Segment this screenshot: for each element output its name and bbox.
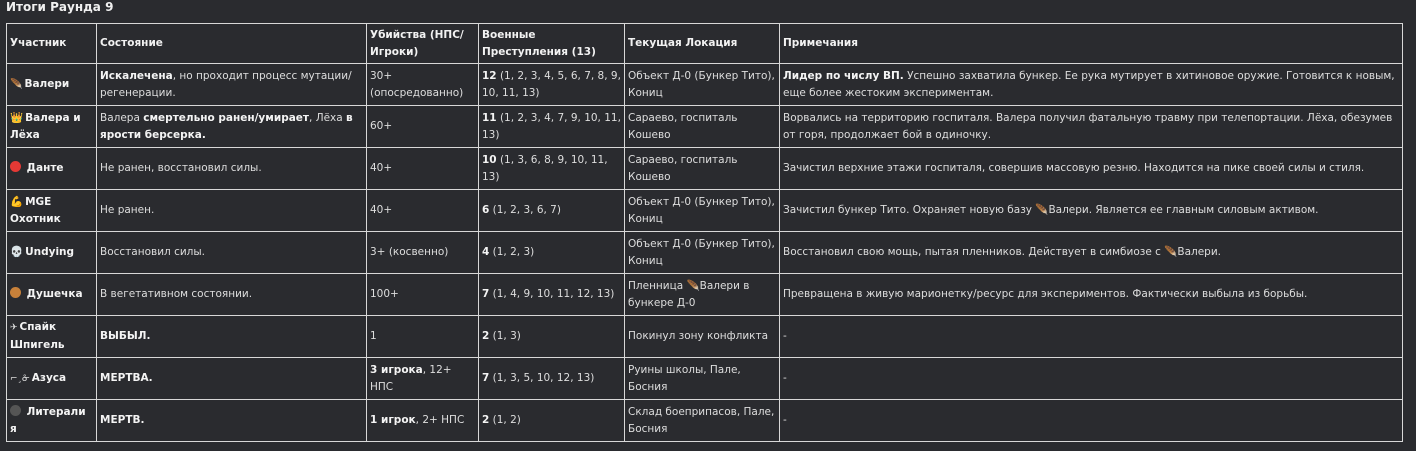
participant-name: Душечка — [26, 288, 83, 300]
kills-cell: 60+ — [367, 106, 479, 148]
participant-cell — [7, 274, 97, 316]
notes-cell: Ворвались на территорию госпиталя. Валера получил фатальную травму при телепортации. Лёха, обезумев от горя, продолжает бой в одиночку. — [780, 106, 1403, 148]
state-cell: Не ранен. — [97, 190, 367, 232]
state-cell: Искалечена, но проходит процесс мутации/регенерации. — [97, 64, 367, 106]
dark-circle-icon — [10, 405, 21, 416]
kills-cell: 3+ (косвенно) — [367, 232, 479, 274]
state-cell: В вегетативном состоянии. — [97, 274, 367, 316]
participant-cell — [7, 400, 97, 442]
results-table — [6, 23, 1403, 442]
participant-name: Спайк Шпигель — [10, 321, 65, 351]
crimes-cell: 7 (1, 3, 5, 10, 12, 13) — [479, 358, 625, 400]
table-header-row — [7, 24, 1403, 64]
crown-icon: 👑 — [10, 111, 24, 124]
kills-cell: 30+ (опосредованно) — [367, 64, 479, 106]
crimes-cell: 2 (1, 2) — [479, 400, 625, 442]
crimes-cell: 10 (1, 3, 6, 8, 9, 10, 11, 13) — [479, 148, 625, 190]
table-row — [7, 232, 1403, 274]
participant-name: Валера и Лёха — [10, 111, 81, 141]
participant-name: Азуса — [31, 371, 67, 384]
spike-icon: ✈ — [10, 323, 18, 333]
table-row — [7, 400, 1403, 442]
table-row — [7, 106, 1403, 148]
participant-name: MGE Охотник — [10, 195, 61, 225]
notes-cell: Превращена в живую марионетку/ресурс для экспериментов. Фактически выбыла из борьбы. — [780, 274, 1403, 316]
crimes-cell: 11 (1, 2, 3, 4, 7, 9, 10, 11, 13) — [479, 106, 625, 148]
state-cell: Восстановил силы. — [97, 232, 367, 274]
kills-cell: 40+ — [367, 148, 479, 190]
kills-cell: 3 игрока, 12+ НПС — [367, 358, 479, 400]
feather-icon: 🪶 — [10, 79, 23, 90]
location-cell: Объект Д-0 (Бункер Тито), Кониц — [625, 64, 780, 106]
table-row — [7, 148, 1403, 190]
table-row — [7, 64, 1403, 106]
location-cell: Склад боеприпасов, Пале, Босния — [625, 400, 780, 442]
location-cell: Объект Д-0 (Бункер Тито), Кониц — [625, 190, 780, 232]
table-row — [7, 190, 1403, 232]
participant-cell — [7, 64, 97, 106]
participant-name: Undying — [25, 246, 75, 258]
notes-cell: - — [780, 358, 1403, 400]
kills-cell: 1 игрок, 2+ НПС — [367, 400, 479, 442]
header-location: Текущая Локация — [625, 24, 780, 64]
header-participant: Участник — [7, 24, 97, 64]
skull-icon: 💀 — [10, 246, 24, 258]
kills-cell: 100+ — [367, 274, 479, 316]
notes-cell: Зачистил бункер Тито. Охраняет новую базу 🪶Валери. Является ее главным силовым активом. — [780, 190, 1403, 232]
participant-cell — [7, 358, 97, 400]
header-crimes: Военные Преступления (13) — [479, 24, 625, 64]
participant-cell — [7, 190, 97, 232]
page-title: Итоги Раунда 9 — [6, 0, 114, 14]
header-state: Состояние — [97, 24, 367, 64]
participant-cell — [7, 148, 97, 190]
table-row — [7, 358, 1403, 400]
crimes-cell: 7 (1, 4, 9, 10, 11, 12, 13) — [479, 274, 625, 316]
location-cell: Объект Д-0 (Бункер Тито), Кониц — [625, 232, 780, 274]
location-cell: Пленница 🪶Валери в бункере Д-0 — [625, 274, 780, 316]
participant-cell — [7, 232, 97, 274]
participant-name: Валери — [24, 78, 70, 90]
notes-cell: - — [780, 316, 1403, 358]
location-cell: Руины школы, Пале, Босния — [625, 358, 780, 400]
kills-cell: 1 — [367, 316, 479, 358]
state-cell: МЕРТВА. — [97, 358, 367, 400]
state-cell: Валера смертельно ранен/умирает, Лёха в ярости берсерка. — [97, 106, 367, 148]
participant-name: Данте — [26, 162, 64, 174]
notes-cell: Восстановил свою мощь, пытая пленников. Действует в симбиозе с 🪶Валери. — [780, 232, 1403, 274]
crimes-cell: 4 (1, 2, 3) — [479, 232, 625, 274]
state-cell: ВЫБЫЛ. — [97, 316, 367, 358]
participant-cell — [7, 316, 97, 358]
feather-icon: 🪶 — [1164, 246, 1178, 258]
table-row — [7, 274, 1403, 316]
header-kills: Убийства (НПС/Игроки) — [367, 24, 479, 64]
kills-cell: 40+ — [367, 190, 479, 232]
crimes-cell: 6 (1, 2, 3, 6, 7) — [479, 190, 625, 232]
notes-cell: Зачистил верхние этажи госпиталя, совершив массовую резню. Находится на пике своей силы и стиля. — [780, 148, 1403, 190]
notes-cell: - — [780, 400, 1403, 442]
location-cell: Сараево, госпиталь Кошево — [625, 106, 780, 148]
state-cell: МЕРТВ. — [97, 400, 367, 442]
azusa-icon: ⌐¸ᓁ — [10, 373, 30, 384]
feather-icon: 🪶 — [686, 279, 700, 292]
devil-face-icon — [10, 161, 21, 172]
cookie-icon — [10, 287, 21, 298]
participant-name: Литерали я — [10, 405, 86, 435]
table-row — [7, 316, 1403, 358]
crimes-cell: 2 (1, 3) — [479, 316, 625, 358]
crimes-cell: 12 (1, 2, 3, 4, 5, 6, 7, 8, 9, 10, 11, 13) — [479, 64, 625, 106]
feather-icon: 🪶 — [1035, 204, 1049, 216]
notes-cell: Лидер по числу ВП. Успешно захватила бункер. Ее рука мутирует в хитиновое оружие. Готовится к новым, еще более жестоким экспериментам. — [780, 64, 1403, 106]
muscle-icon: 💪 — [10, 195, 24, 208]
location-cell: Покинул зону конфликта — [625, 316, 780, 358]
participant-cell — [7, 106, 97, 148]
state-cell: Не ранен, восстановил силы. — [97, 148, 367, 190]
header-notes: Примечания — [780, 24, 1403, 64]
location-cell: Сараево, госпиталь Кошево — [625, 148, 780, 190]
